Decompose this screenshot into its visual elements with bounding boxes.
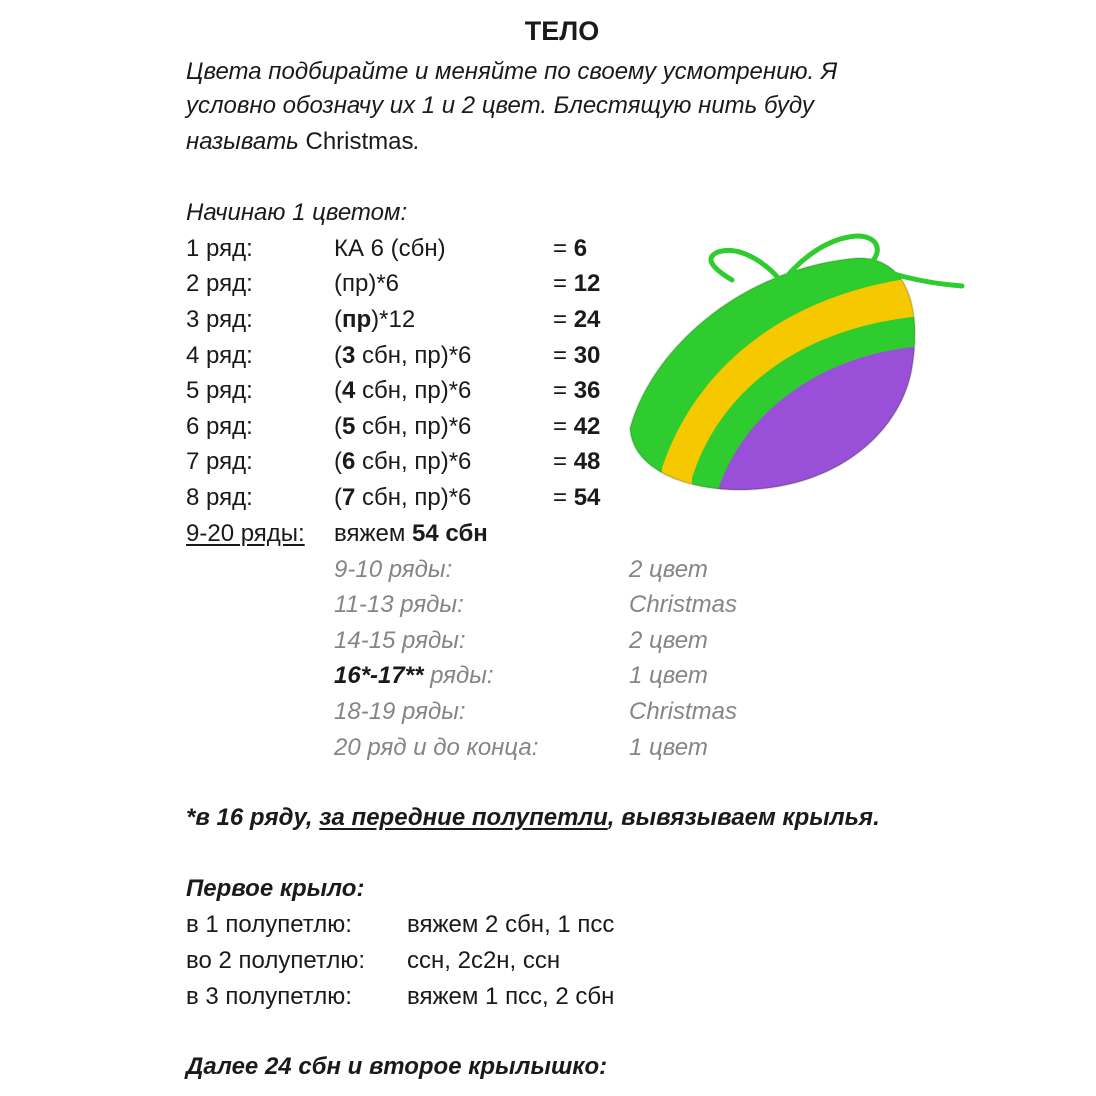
row-5-total (553, 379, 600, 403)
row-4-post: сбн, пр)*6 (355, 342, 472, 369)
start-color-label: Начинаю 1 цветом: (186, 199, 408, 226)
row-2-pattern (334, 272, 399, 296)
row-7-label: 7 ряд: (186, 448, 253, 475)
plan-rows-11-13: 11-13 ряды: (334, 591, 464, 618)
plan-rows-14-15: 14-15 ряды: (334, 627, 466, 654)
plan-color-14-15: 2 цвет (629, 627, 708, 654)
row-7-eq: = (553, 448, 574, 475)
plan-rows-16-17-bold: 16*-17** (334, 662, 424, 689)
wing-line-2-value: ссн, 2с2н, ссн (407, 947, 561, 974)
plan-rows-16-17-text: ряды: (423, 662, 494, 689)
row-3-pre: ( (334, 306, 342, 333)
row-7-bold: 6 (342, 448, 356, 475)
row-6-bold: 5 (342, 413, 356, 440)
row-3-total-value: 24 (573, 306, 601, 333)
row-1-eq: = (553, 235, 574, 262)
second-wing-heading: Далее 24 сбн и второе крылышко: (186, 1053, 608, 1080)
row-4-eq: = (553, 342, 574, 369)
intro-line-3-prefix: называть (186, 128, 306, 155)
note-pre: *в 16 ряду, (186, 804, 320, 831)
row-7-pre: ( (334, 448, 342, 475)
rows-9-20-line (186, 522, 502, 546)
page-title: ТЕЛО (524, 16, 600, 46)
plan-rows-9-10: 9-10 ряды: (334, 556, 453, 583)
row-8-pre: ( (334, 484, 342, 511)
intro-line-3-end: . (413, 128, 421, 155)
note-post: , вывязываем крылья. (607, 804, 880, 831)
row-4-label: 4 ряд: (186, 342, 253, 369)
row-3-post: )*12 (371, 306, 416, 333)
row-5-bold: 4 (342, 377, 356, 404)
row-4-total (553, 344, 600, 368)
row-6-eq: = (553, 413, 574, 440)
row-3-bold: пр (342, 306, 372, 333)
row-7-total (553, 450, 600, 474)
plan-rows-20-end: 20 ряд и до конца: (334, 734, 539, 761)
row-8-bold: 7 (342, 484, 356, 511)
wing-line-1-label: в 1 полупетлю: (186, 911, 352, 938)
row-3-pattern (334, 308, 415, 332)
row-8-total-value: 54 (573, 484, 601, 511)
row-3-label: 3 ряд: (186, 306, 253, 333)
row-2-pattern-text: (пр)*6 (334, 270, 400, 297)
row-6-pre: ( (334, 413, 342, 440)
row-3-eq: = (553, 306, 574, 333)
row-7-total-value: 48 (573, 448, 601, 475)
intro-line-1: Цвета подбирайте и меняйте по своему усмотрению. Я (186, 58, 838, 85)
row-5-pattern (334, 379, 471, 403)
row-6-post: сбн, пр)*6 (355, 413, 472, 440)
row-6-label: 6 ряд: (186, 413, 253, 440)
row-6-total (553, 415, 600, 439)
row-1-label: 1 ряд: (186, 235, 253, 262)
row-5-post: сбн, пр)*6 (355, 377, 472, 404)
row-4-total-value: 30 (573, 342, 601, 369)
row-8-post: сбн, пр)*6 (355, 484, 472, 511)
rows-9-20-count: 54 сбн (412, 520, 488, 547)
plan-color-16-17: 1 цвет (629, 662, 708, 689)
row-8-eq: = (553, 484, 574, 511)
row-1-pattern (334, 237, 446, 261)
row-7-pattern (334, 450, 471, 474)
row-3-total (553, 308, 600, 332)
row-2-eq: = (553, 270, 574, 297)
wing-line-3-label: в 3 полупетлю: (186, 983, 352, 1010)
row-5-eq: = (553, 377, 574, 404)
wing-line-2-label: во 2 полупетлю: (186, 947, 366, 974)
row-5-label: 5 ряд: (186, 377, 253, 404)
first-wing-heading: Первое крыло: (186, 875, 365, 902)
note-underlined: за передние полупетли (319, 804, 608, 831)
plan-color-11-13: Christmas (629, 591, 738, 618)
rows-9-20-text: вяжем (334, 520, 413, 547)
row-4-bold: 3 (342, 342, 356, 369)
plan-color-20-end: 1 цвет (629, 734, 708, 761)
row-1-total (553, 237, 587, 261)
row-7-post: сбн, пр)*6 (355, 448, 472, 475)
row-1-pattern-text: КА 6 (сбн) (334, 235, 446, 262)
intro-line-3 (186, 130, 420, 154)
row-6-total-value: 42 (573, 413, 601, 440)
row-8-total (553, 486, 600, 510)
row-5-total-value: 36 (573, 377, 601, 404)
row-4-pre: ( (334, 342, 342, 369)
plan-rows-16-17 (334, 664, 494, 688)
row-2-label: 2 ряд: (186, 270, 253, 297)
wings-note (186, 806, 880, 830)
row-2-total-value: 12 (573, 270, 601, 297)
christmas-yarn-name: Christmas (305, 128, 414, 155)
plan-color-9-10: 2 цвет (629, 556, 708, 583)
wing-line-1-value: вяжем 2 сбн, 1 псс (407, 911, 615, 938)
row-1-total-value: 6 (573, 235, 588, 262)
row-2-total (553, 272, 600, 296)
plan-rows-18-19: 18-19 ряды: (334, 698, 466, 725)
plan-color-18-19: Christmas (629, 698, 738, 725)
row-8-pattern (334, 486, 471, 510)
crochet-body-photo (622, 228, 967, 496)
row-4-pattern (334, 344, 471, 368)
rows-9-20-label: 9-20 ряды: (186, 520, 305, 547)
wing-line-3-value: вяжем 1 псс, 2 сбн (407, 983, 615, 1010)
row-8-label: 8 ряд: (186, 484, 253, 511)
row-5-pre: ( (334, 377, 342, 404)
intro-line-2: условно обозначу их 1 и 2 цвет. Блестящую нить буду (186, 92, 814, 119)
row-6-pattern (334, 415, 471, 439)
